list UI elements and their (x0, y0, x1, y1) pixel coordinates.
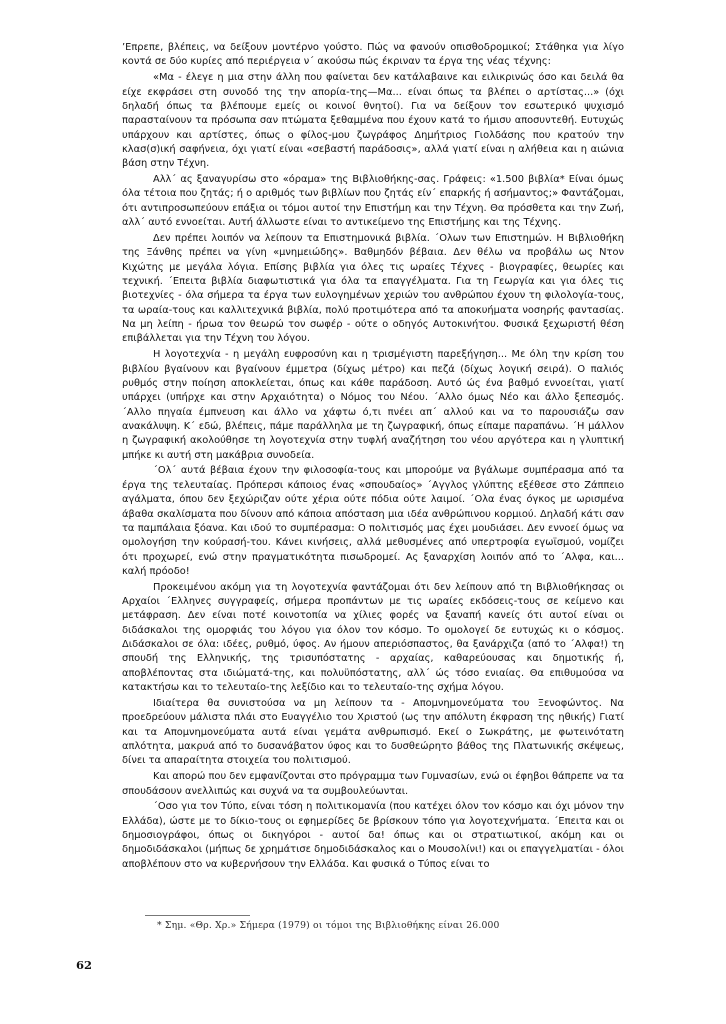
paragraph: «Μα - έλεγε η μια στην άλλη που φαίνεται δεν κατάλαβαινε και ειλικρινώς όσο και δειλά θα είχε εκφράσει στη συνοδό της την απορία-της—Μα... είναι όπως τα βλέπει ο αρτίστας...» (όχι δηλαδή όπως τα βλέπουμε εμείς οι κοινοί θνητοί). Για να δείξουν τον εσωτερικό ψυχισμό παρασταίνουν τα πρόσωπα σαν πτώματα ξεθαμμένα που έχουν κατά το ήμισυ αποσυντεθή. Ευτυχώς υπάρχουν και αρτίστες, όπως ο φίλος-μου ζωγράφος Δημήτριος Γιολδάσης που κρατούν την κλασ(σ)ική σαφήνεια, όχι γιατί είναι «σεβαστή παράδοσις», αλλά γιατί είναι η αλήθεια και η αιώνια βάση στην Τέχνη. (122, 72, 624, 170)
paragraph: ΄Οσο για τον Τύπο, είναι τόση η πολιτικομανία (που κατέχει όλον τον κόσμο και όχι μόνον την Ελλάδα), ώστε με το δίκιο-τους οι εφημερίδες δε βρίσκουν τόπο για λογοτεχνήματα. ΄Επειτα και οι δημοσιογράφοι, όπως οι δικηγόροι - αυτοί δα! όπως και οι στρατιωτικοί, ακόμη και οι δημοδιδάσκαλοι (μήπως δε χρημάτισε δημοδιδάσκαλος και ο Μουσολίνι!) και οι επαγγελματίαι - όλοι αποβλέπουν στο να κυβερνήσουν την Ελλάδα. Και φυσικά ο Τύπος είναι το (122, 801, 624, 870)
footnote-divider (145, 915, 250, 916)
paragraph: Ιδιαίτερα θα συνιστούσα να μη λείπουν τα - Απομνημονεύματα του Ξενοφώντος. Να προεδρεύουν μάλιστα πλάι στο Ευαγγέλιο του Χριστού (ως την απόλυτη έκφραση της ηθικής) Γιατί και τα Απομνημονεύματα αυτά είναι γεμάτα ανθρωπισμό. Εκεί ο Σωκράτης, με φωτεινότατη απλότητα, μακρυά από το δυσανάβατον ύφος και το δυσθεώρητο βάθος της Πλατωνικής σκέψεως, δίνει τα απαραίτητα στοιχεία του πολιτισμού. (122, 697, 624, 767)
paragraph: Η λογοτεχνία - η μεγάλη ευφροσύνη και η τρισμέγιστη παρεξήγηση... Με όλη την κρίση του βιβλίου βγαίνουν και βγαίνουν έμμετρα (δίχως μέτρο) και πεζά (δίχως λογική σειρά). Ο παλιός ρυθμός στην ποίηση αποκλείεται, όπως και κάθε παράδοση. Αυτό ώς ένα βαθμό εννοείται, γιατί υπάρχει (υπήρχε και στην Αρχαιότητα) ο Νόμος του Νέου. ΄Αλλο όμως Νέο και άλλο ξεπεσμός. ΄Αλλο πηγαία έμπνευση και άλλο να χάφτω ό,τι πνέει απ΄ αλλού και να το παρουσιάζω σαν ανακάλυψη. Κ΄ εδώ, βλέπεις, πάμε παράλληλα με τη ζωγραφική, όπως είπαμε παραπάνω. ΄Η μάλλον η ζωγραφική ακολούθησε τη λογοτεχνία στην τυφλή αναζήτηση του νέου αργότερα και η γλυπτική μπήκε κι αυτή στη μακάβρια συνοδεία. (122, 349, 624, 461)
paragraph: ΄Ολ΄ αυτά βέβαια έχουν την φιλοσοφία-τους και μπορούμε να βγάλωμε συμπέρασμα από τα έργα της τελευταίας. Πρόπερσι κάποιος ένας «σπουδαίος» ΄Αγγλος γλύπτης εξέθεσε στο Ζάππειο αγάλματα, όπου δεν ξεχώριζαν ούτε χέρια ούτε πόδια ούτε λαιμοί. ΄Ολα ένας όγκος με ωρισμένα άβαθα σκαλίσματα που δίνουν από κάποια απόσταση μια ιδέα ανθρώπινου κορμιού. Δηλαδή κάτι σαν τα παμπάλαια ξόανα. Και ιδού το συμπέρασμα: Ο πολιτισμός μας έχει μουδιάσει. Δεν εννοεί όμως να ομολογήση την κούρασή-του. Κάνει κινήσεις, αλλά μεθυσμένες από υπερτροφία εγωϊσμού, νομίζει ότι προχωρεί, ενώ στην πραγματικότητα πισωδρομεί. Ας ξαναρχίση λοιπόν από το ΄Αλφα, και... καλή πρόοδο! (122, 465, 624, 577)
paragraph: ’Επρεπε, βλέπεις, να δείξουν μοντέρνο γούστο. Πώς να φανούν οπισθοδρομικοί; Στάθηκα για λίγο κοντά σε δύο κυρίες από περιέργεια ν΄ ακούσω πώς έκριναν τα έργα της νέας τέχνης: (122, 42, 624, 68)
footnote: * Σημ. «Θρ. Χρ.» Σήμερα (1979) οι τόμοι της Βιβλιοθήκης είναι 26.000 (157, 920, 500, 931)
paragraph: Αλλ΄ ας ξαναγυρίσω στο «όραμα» της Βιβλιοθήκης-σας. Γράφεις: «1.500 βιβλία* Είναι όμως όλα τέτοια που ζητάς; ή ο αριθμός των βιβλίων που ζητάς είν΄ επαρκής ή ασήμαντος;» Φαντάζομαι, ότι αντιπροσωπεύουν επάξια οι τόμοι αυτοί την Επιστήμη και την Τέχνη. Θα πρόσθετα και την Ζωή, αλλ΄ αυτό εννοείται. Αυτή άλλωστε είναι το αντικείμενο της Επιστήμης και της Τέχνης. (122, 174, 624, 229)
paragraph: Δεν πρέπει λοιπόν να λείπουν τα Επιστημονικά βιβλία. ΄Ολων των Επιστημών. Η Βιβλιοθήκη της Ξάνθης πρέπει να γίνη «μνημειώδης». Βαθμηδόν βέβαια. Δεν θέλω να προβάλω ως Ντον Κιχώτης με μεγάλα λόγια. Επίσης βιβλία για όλες τις ωραίες Τέχνες - βιογραφίες, θεωρίες και τεχνική. ΄Επειτα βιβλία διαφωτιστικά για όλα τα επαγγέλματα. Για τη Γεωργία και για όλες τις βιοτεχνίες - όλα σήμερα τα έργα των ευλογημένων χεριών του ανθρώπου έχουν τη φιλολογία-τους, τα ωραία-τους και καλλιτεχνικά βιβλία, πολύ προτιμότερα από τα αποκυήματα νοσηρής φαντασίας. Να μη λείπη - ήρωα τον θεωρώ τον σωφέρ - ούτε ο οδηγός Αυτοκινήτου. Φυσικά ξεχωριστή θέση επιβάλλεται για την Τέχνη του λόγου. (122, 232, 624, 345)
paragraph: Και απορώ που δεν εμφανίζονται στο πρόγραμμα των Γυμνασίων, ενώ οι έφηβοι θάπρεπε να τα σπουδάσουν ανελλιπώς και συχνά να τα συμβουλεύωνται. (122, 771, 624, 797)
page-number: 62 (76, 958, 93, 972)
paragraph: Προκειμένου ακόμη για τη λογοτεχνία φαντάζομαι ότι δεν λείπουν από τη Βιβλιοθήκησας οι Αρχαίοι ΄Ελληνες συγγραφείς, σήμερα προπάντων με τις ωραίες εκδόσεις-τους σε κείμενο και μετάφραση. Δεν είναι ποτέ κοινοτοπία να χίλιες φορές να ξαναπή κανείς ότι αυτοί είναι οι διδάσκαλοι της ομορφιάς του λόγου για όλον τον κόσμο. Το ομολογεί δε ευτυχώς κι ο κόσμος. Διδάσκαλοι σε όλα: ιδέες, ρυθμό, ύφος. Αν ήμουν απεριόσπαστος, θα ξανάρχιζα (από το ΄Αλφα!) τη σπουδή της Ελληνικής, της τρισυπόστατης - αρχαίας, καθαρεύουσας και δημοτικής ή, αποβλέποντας στα ιδιώματά-της, και πολυϋπόστατης, αλλ΄ ώς τόσο ενιαίας. Θα επιθυμούσα να κατακτήσω και το τελευταίο-της λεξίδιο και το τελευταίο-της σχήμα λόγου. (122, 581, 624, 694)
article-body (122, 41, 624, 874)
